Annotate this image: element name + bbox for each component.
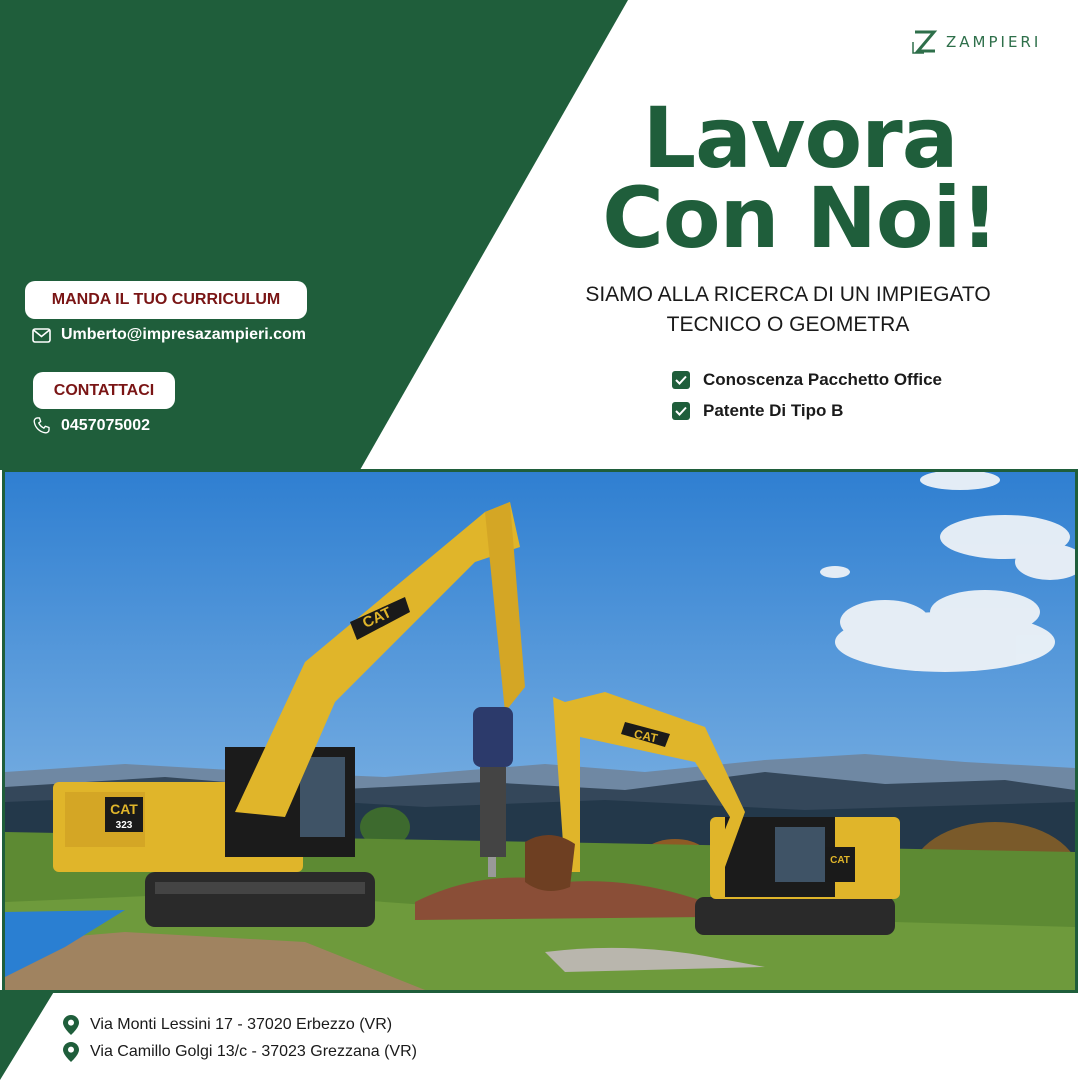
excavators-photo	[2, 469, 1078, 993]
location-pin-icon	[63, 1015, 79, 1035]
zampieri-logo-icon	[912, 30, 938, 54]
mail-icon	[32, 328, 51, 343]
subheadline	[540, 280, 1036, 340]
subheadline-line-1: SIAMO ALLA RICERCA DI UN IMPIEGATO	[585, 283, 991, 306]
check-icon	[672, 402, 690, 420]
headline	[560, 89, 1040, 267]
headline-line-1: Lavora	[642, 89, 958, 187]
requirement-label: Patente Di Tipo B	[703, 400, 844, 420]
phone-number[interactable]: 0457075002	[61, 416, 150, 434]
svg-text:CAT: CAT	[110, 801, 138, 817]
subheadline-line-2: TECNICO O GEOMETRA	[666, 313, 910, 336]
addresses-list	[63, 1011, 417, 1065]
email-contact[interactable]	[32, 326, 306, 344]
location-pin-icon	[63, 1042, 79, 1062]
email-address[interactable]: Umberto@impresazampieri.com	[61, 326, 307, 343]
phone-contact[interactable]	[32, 416, 150, 435]
headline-line-2: Con Noi!	[602, 169, 998, 267]
requirement-item	[672, 395, 942, 426]
contact-button[interactable]: CONTATTACI	[33, 372, 175, 409]
address-text: Via Camillo Golgi 13/c - 37023 Grezzana (VR)	[90, 1042, 417, 1060]
check-icon	[672, 371, 690, 389]
send-cv-button[interactable]: MANDA IL TUO CURRICULUM	[25, 281, 307, 319]
brand-name: ZAMPIERI	[946, 33, 1042, 51]
address-text: Via Monti Lessini 17 - 37020 Erbezzo (VR)	[90, 1015, 393, 1033]
phone-icon	[32, 416, 51, 435]
svg-text:323: 323	[115, 820, 133, 831]
requirement-item	[672, 364, 942, 395]
address-item	[63, 1038, 417, 1065]
svg-text:CAT: CAT	[830, 855, 850, 866]
requirement-label: Conoscenza Pacchetto Office	[703, 369, 943, 389]
brand-logo	[912, 30, 1041, 54]
svg-text:CAT: CAT	[632, 726, 659, 746]
svg-text:CAT: CAT	[360, 603, 395, 632]
excavators-illustration	[5, 472, 1075, 990]
address-item	[63, 1011, 417, 1038]
requirements-list	[672, 364, 942, 426]
